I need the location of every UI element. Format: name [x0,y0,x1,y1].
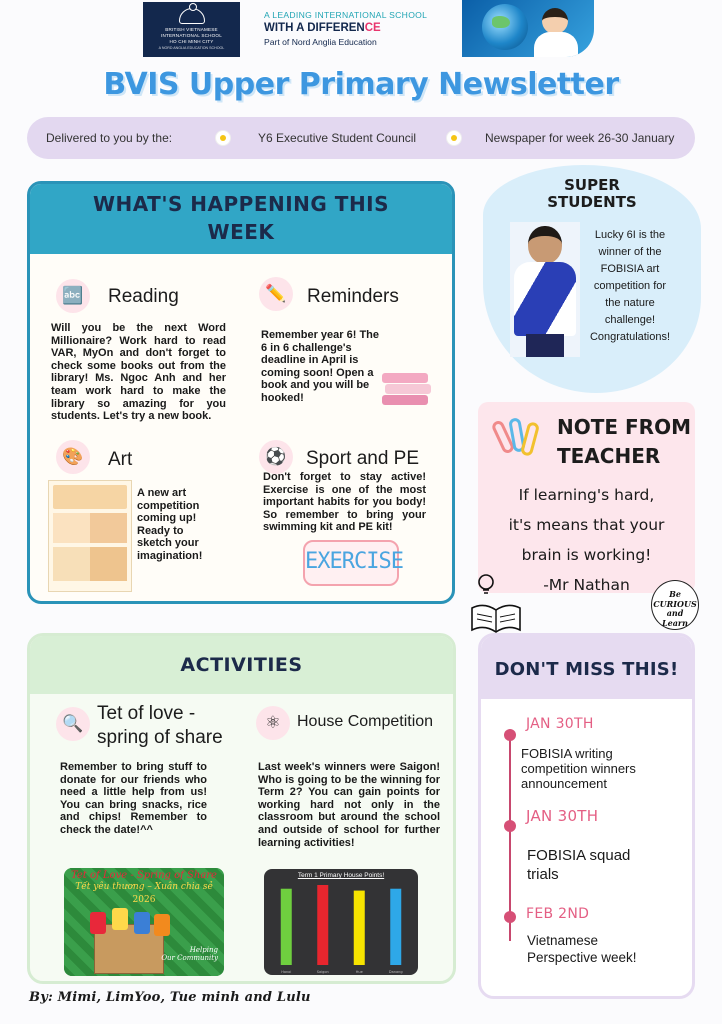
art-text: A new art competition coming up! Ready to sketch your imagination! [137,487,203,562]
sport-title: Sport and PE [306,448,420,469]
student-photo [510,222,580,357]
poster-year: 2026 [132,895,156,905]
event-desc-line: competition winners [521,761,636,776]
abc-blocks-icon: 🔤 [56,279,90,313]
delivery-bar [27,117,695,159]
timeline-dot [504,911,516,923]
soccer-ball-icon: ⚽ [259,440,293,474]
house-label-hue: Hue [355,970,363,974]
event-3-date: FEB 2ND [526,906,590,922]
quote-line: it's means that your [508,516,665,534]
exercise-banner [303,540,403,586]
super-title-line-1: SUPER [564,176,620,194]
whats-happening-title-2: WEEK [207,220,275,244]
art-competition-poster [48,480,132,592]
tet-title-line-1: Tet of love - [97,703,196,724]
teacher-note-panel [478,402,695,593]
sport-text: Don't forget to stay active! Exercise is one of the most important habits for you body! So remember to bring your swimming kit and PE kit! [263,471,426,534]
house-label-saigon: Saigon [316,970,329,974]
tagline-main: WITH A DIFFEREN [264,22,365,34]
super-title-line-2: STUDENTS [547,193,637,211]
hero-photo-student-globe [462,0,594,57]
hero-kid-body [534,32,578,57]
whats-happening-panel [27,181,455,604]
house-bar-danang [390,889,401,965]
teacher-note-title [557,413,691,471]
event-desc-line: trials [527,866,559,883]
reading-title: Reading [108,286,179,307]
super-text-line: Congratulations! [589,331,671,343]
tagline-line-2 [264,22,444,34]
reminders-title: Reminders [307,286,399,307]
student-head [528,226,562,264]
delivery-week: Newspaper for week 26-30 January [485,131,675,145]
note-title-line-2: TEACHER [557,444,661,468]
tagline-accent: CE [364,22,381,34]
open-book-lightbulb-icon [468,572,524,634]
note-title-line-1: NOTE FROM [557,415,691,439]
event-1-desc [521,746,636,791]
poster-caption [161,946,218,962]
badge-line: CURIOUS [653,598,697,609]
house-points-svg [264,881,418,975]
timeline-dot [504,820,516,832]
timeline-line [509,731,511,941]
house-points-chart [264,869,418,975]
caption-line: Helping [189,946,218,954]
student-shirt [514,262,576,336]
globe-icon [482,4,528,50]
activities-title: ACTIVITIES [180,654,303,676]
tet-text: Remember to bring stuff to donate for our friends who need a little help from us! You can bring snacks, rice and chips! Remember to check the date!^^ [60,761,207,836]
house-bar-hue [354,891,365,965]
newsletter-title: BVIS Upper Primary Newsletter [103,67,619,102]
event-desc-line: FOBISIA writing [521,746,613,761]
paint-palette-icon: 🎨 [56,440,90,474]
badge-line: and [666,608,684,618]
house-label-hanoi: Hanoi [281,970,292,974]
house-bar-saigon [317,885,328,965]
dont-miss-panel [478,633,695,999]
atom-icon: ⚛ [256,706,290,740]
whats-happening-title-1: WHAT'S HAPPENING THIS [92,192,390,216]
super-students-title [483,177,701,211]
delivery-council: Y6 Executive Student Council [258,131,417,145]
dont-miss-header [481,636,692,699]
logo-line-3: HO CHI MINH CITY [169,39,214,44]
super-text-line: winner of the [598,246,662,258]
quote-line: brain is working! [521,546,652,564]
event-2-date: JAN 30TH [526,807,599,825]
event-1-date: JAN 30TH [526,716,594,732]
daisy-icon [447,131,461,145]
event-desc-line: FOBISIA squad [527,847,631,864]
super-text-line: FOBISIA art [600,263,660,275]
snack-icon [90,912,106,934]
super-students-text [580,227,680,346]
school-tagline [264,10,444,47]
book-stack-icon [382,373,430,409]
magnifying-glass-icon: 🔍 [56,707,90,741]
activities-panel [27,633,456,984]
poster-title-en: Tet of Love - Spring of Share [71,870,217,881]
chart-title: Term 1 Primary House Points! [297,872,385,879]
logo-line-1: BRITISH VIETNAMESE [165,27,218,32]
super-text-line: competition for [593,280,667,292]
tet-title [97,702,223,750]
whats-happening-header [30,184,452,254]
event-desc-line: Vietnamese [527,933,599,948]
snack-icon [112,908,128,930]
be-curious-badge [651,580,699,630]
tet-title-line-2: spring of share [97,727,223,748]
authors-credit: By: Mimi, LimYoo, Tue minh and Lulu [29,990,311,1005]
school-logo [143,2,240,57]
daisy-icon [216,131,230,145]
exercise-banner-label: EXERCISE [305,549,403,574]
event-2-desc [527,846,630,884]
hero-kid-head [542,8,568,34]
snack-icon [134,912,150,934]
snack-icon [154,914,170,936]
badge-line: Learn [662,617,688,628]
crown-crest-icon [179,8,205,24]
tet-of-love-poster [64,868,224,976]
student-legs [526,334,564,357]
event-desc-line: Perspective week! [527,950,637,965]
super-text-line: Lucky 6I is the [594,229,666,241]
house-competition-text: Last week's winners were Saigon! Who is going to be the winning for Term 2? You can gain points for working hard not only in the classroom but around the school and outside of school for further learning activities! [258,761,440,849]
event-desc-line: announcement [521,776,608,791]
quote-line: If learning's hard, [518,486,655,504]
dont-miss-title: DON'T MISS THIS! [494,659,679,680]
logo-line-2: INTERNATIONAL SCHOOL [161,33,222,38]
quote-author: -Mr Nathan [543,576,630,594]
reading-text: Will you be the next Word Millionaire? Work hard to read VAR, MyOn and don't forget to check some books out from the library! Ms. Ngoc Anh and her team work hard to make the library so amazing for you students. Let's try a new book. [51,322,226,423]
super-students-panel [483,165,701,393]
activities-header [30,636,453,694]
event-3-desc [527,932,637,966]
pencil-icon: ✏️ [259,277,293,311]
house-label-danang: Danang [388,970,403,974]
super-text-line: the nature [605,297,655,309]
badge-line: Be [669,589,681,599]
super-text-line: challenge! [604,314,656,326]
logo-line-4: A NORD ANGLIA EDUCATION SCHOOL [158,46,225,50]
tagline-line-1: A LEADING INTERNATIONAL SCHOOL [264,10,428,20]
caption-line: Our Community [161,954,218,962]
poster-title-vi: Tết yêu thương – Xuân chia sẻ [75,882,213,892]
paper-clips-icon [495,416,541,460]
timeline-dot [504,729,516,741]
tagline-line-3: Part of Nord Anglia Education [264,37,377,47]
house-bar-hanoi [281,889,292,965]
reminders-text: Remember year 6! The 6 in 6 challenge's deadline in April is coming soon! Open a book and you will be hooked! [261,329,379,404]
delivery-label: Delivered to you by the: [46,131,173,145]
house-competition-title: House Competition [297,713,434,730]
art-title: Art [108,449,133,470]
